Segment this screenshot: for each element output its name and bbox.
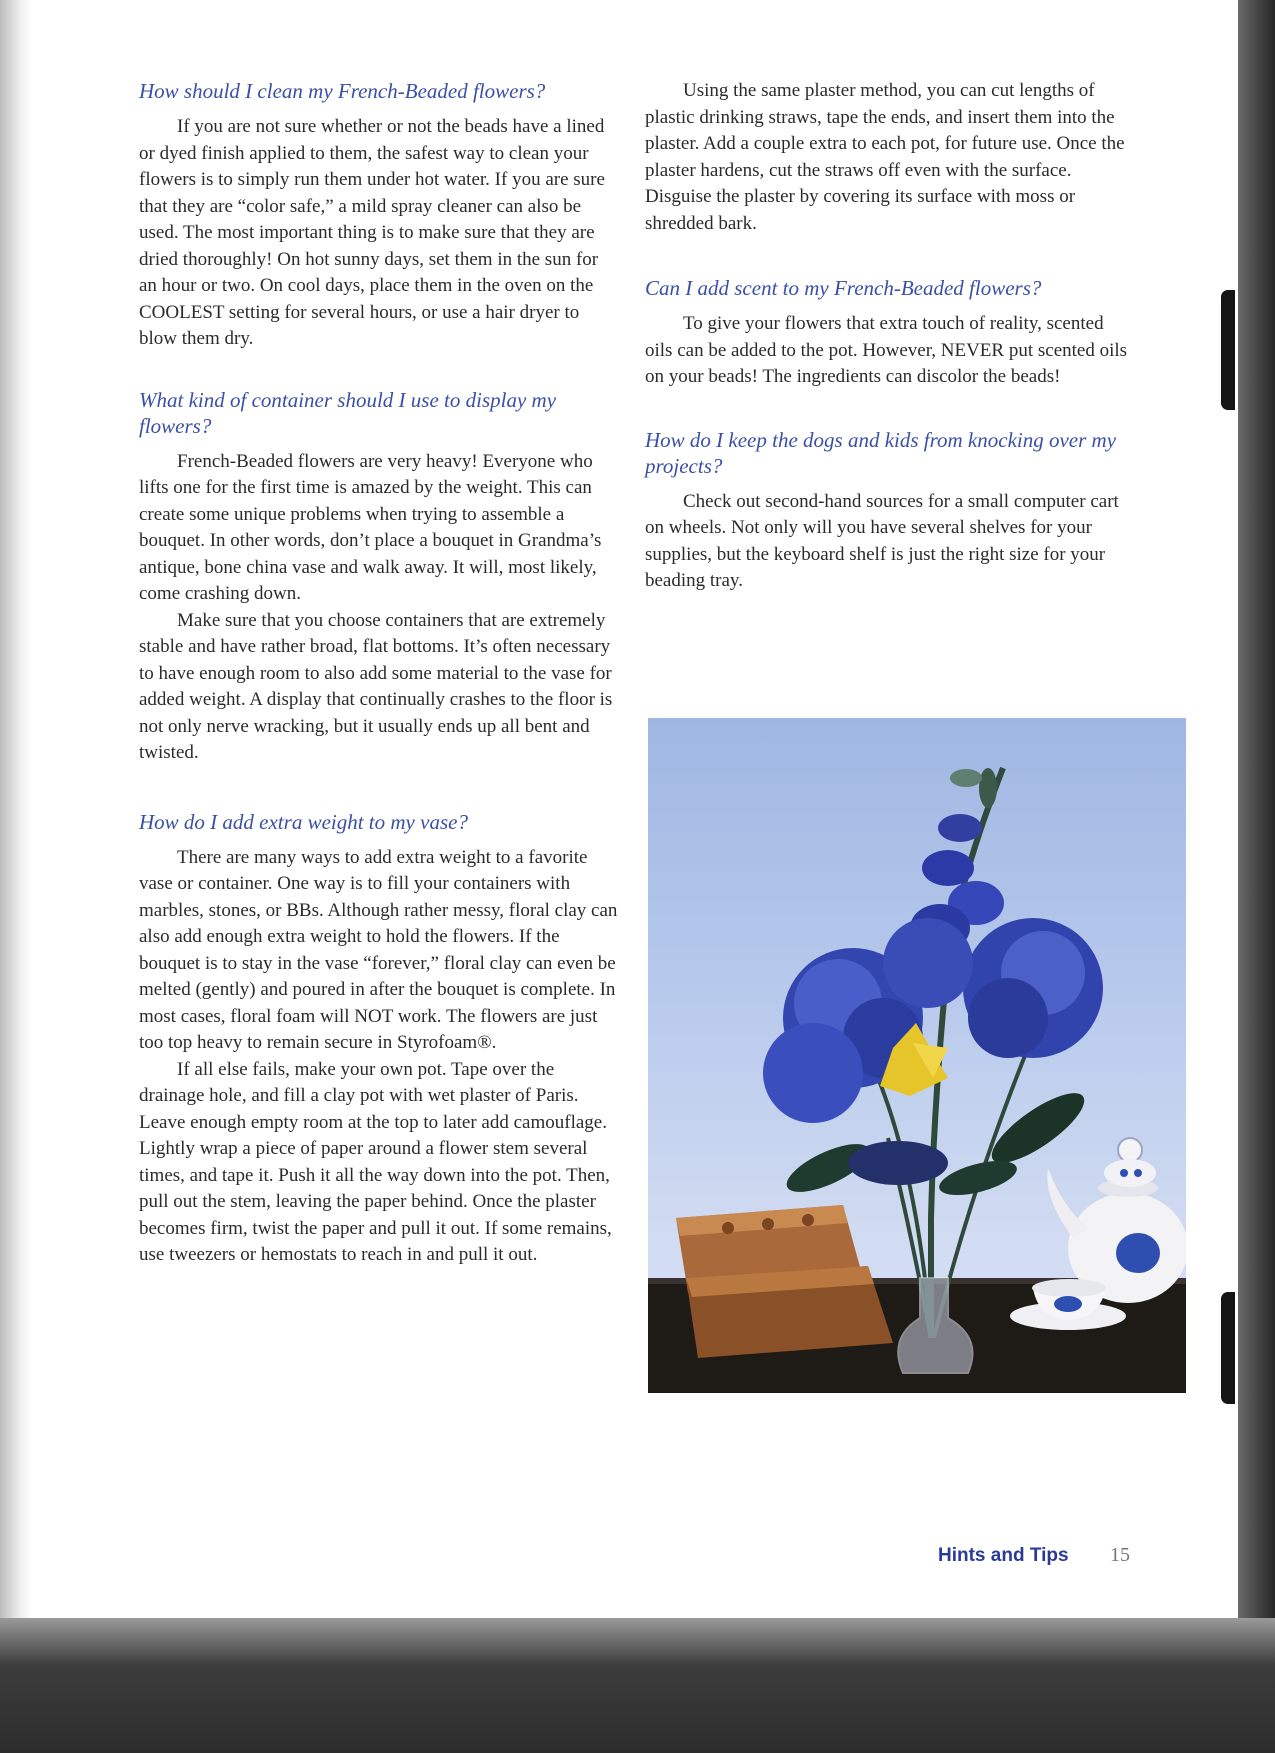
left-column bbox=[139, 78, 619, 1269]
scan-right-edge bbox=[1238, 0, 1275, 1753]
answer-container-1: French-Beaded flowers are very heavy! Everyone who lifts one for the first time is amazed by the weight. This can create some unique problems when trying to assemble a bouquet. In other words, don’t place a bouquet in Grandma’s antique, bone china vase and walk away. It will, most likely, come crashing down. bbox=[139, 450, 602, 604]
question-heading-dogs-kids: How do I keep the dogs and kids from knocking over my projects? bbox=[645, 427, 1117, 478]
answer-cleaning: If you are not sure whether or not the beads have a lined or dyed finish applied to them, the safest way to clean your flowers is to simply run them under hot water. If you are sure that they are “color safe,” a mild spray cleaner can also be used. The most important thing is to make sure that they are dried thoroughly! On hot sunny days, set them in the sun for an hour or two. On cool days, place them in the oven on the COOLEST setting for several hours, or use a hair dryer to blow them dry. bbox=[139, 116, 605, 349]
section-title: Hints and Tips bbox=[938, 1545, 1069, 1566]
answer-dogs-kids: Check out second-hand sources for a small computer cart on wheels. Not only will you have several shelves for your supplies, but the keyboard shelf is just the right size for your beading tray. bbox=[645, 490, 1119, 591]
binding-tab bbox=[1221, 1292, 1235, 1404]
answer-weight-1: There are many ways to add extra weight to a favorite vase or container. One way is to fill your containers with marbles, stones, or BBs. Although rather messy, floral clay can also add enough extra weight to hold the flowers. If the bouquet is to stay in the vase “forever,” floral clay can even be melted (gently) and poured in after the bouquet is complete. In most cases, floral foam will NOT work. The flowers are just too top heavy to remain secure in Styrofoam®. bbox=[139, 846, 618, 1053]
answer-weight-2: If all else fails, make your own pot. Tape over the drainage hole, and fill a clay pot with wet plaster of Paris. Leave enough empty room at the top to later add camouflage. Lightly wrap a piece of paper around a flower stem several times, and tape it. Push it all the way down into the pot. Then, pull out the stem, leaving the paper behind. Once the plaster becomes firm, twist the paper and pull it out. If some remains, use tweezers or hemostats to reach in and pull it out. bbox=[139, 1058, 612, 1265]
binding-tab bbox=[1221, 290, 1235, 410]
gutter-shadow bbox=[0, 0, 32, 1618]
question-heading-cleaning: How should I clean my French-Beaded flowers? bbox=[139, 79, 546, 103]
question-heading-weight: How do I add extra weight to my vase? bbox=[139, 809, 468, 834]
right-column bbox=[645, 78, 1129, 595]
scan-bottom-edge bbox=[0, 1618, 1275, 1753]
beaded-flower-photo bbox=[648, 718, 1186, 1393]
question-heading-scent: Can I add scent to my French-Beaded flowers? bbox=[645, 276, 1042, 300]
answer-straws: Using the same plaster method, you can cut lengths of plastic drinking straws, tape the ends, and insert them into the plaster. Add a couple extra to each pot, for future use. Once the plaster hardens, cut the straws off even with the surface. Disguise the plaster by covering its surface with moss or shredded bark. bbox=[645, 80, 1125, 234]
answer-container-2: Make sure that you choose containers that are extremely stable and have rather broad, flat bottoms. It’s often necessary to have enough room to also add some material to the vase for added weight. A display that continually crashes to the floor is not only nerve wracking, but it usually ends up all bent and twisted. bbox=[139, 609, 613, 763]
answer-scent: To give your flowers that extra touch of reality, scented oils can be added to the pot. However, NEVER put scented oils on your beads! The ingredients can discolor the beads! bbox=[645, 313, 1128, 387]
page-number: 15 bbox=[1110, 1544, 1130, 1566]
question-heading-container: What kind of container should I use to display my flowers? bbox=[139, 387, 557, 438]
